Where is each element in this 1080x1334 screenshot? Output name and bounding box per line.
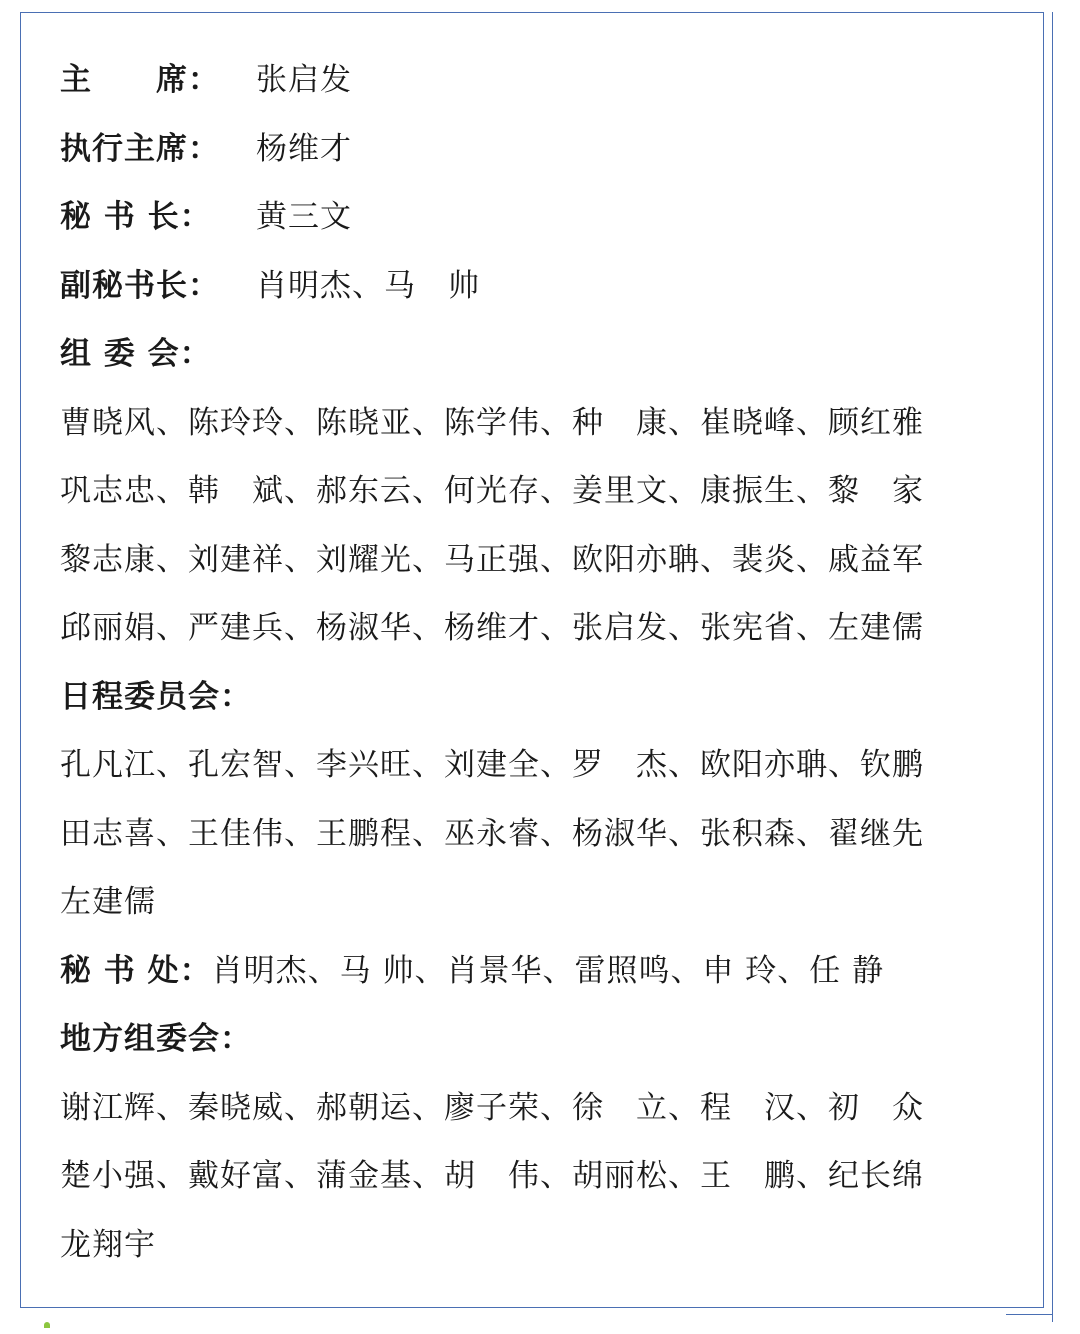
names-line: 黎志康、刘建祥、刘耀光、马正强、欧阳亦聃、裴炎、戚益军 (60, 541, 924, 578)
list-item (60, 389, 1020, 458)
secretariat-members: 肖明杰、马 帅、肖景华、雷照鸣、申 玲、任 静 (211, 952, 885, 989)
section-heading: 秘 书 处： (60, 952, 212, 989)
list-item (60, 731, 1020, 800)
role-value: 杨维才 (256, 130, 352, 167)
list-item (60, 1142, 1020, 1211)
role-label: 副秘书长： (60, 267, 220, 304)
frame-shadow-bottom (1006, 1314, 1052, 1315)
names-line: 谢江辉、秦晓威、郝朝运、廖子荣、徐 立、程 汉、初 众 (60, 1089, 924, 1126)
frame-shadow-right (1052, 12, 1053, 1322)
role-secretary-general (60, 183, 1020, 252)
names-line: 邱丽娟、严建兵、杨淑华、杨维才、张启发、张宪省、左建儒 (60, 610, 924, 646)
names-line: 田志喜、王佳伟、王鹏程、巫永睿、杨淑华、张积森、翟继先 (60, 815, 924, 852)
role-deputy-secretary-general (60, 252, 1020, 321)
names-line: 孔凡江、孔宏智、李兴旺、刘建全、罗 杰、欧阳亦聃、钦鹏 (60, 747, 924, 783)
section-heading: 日程委员会： (60, 678, 252, 715)
section-heading: 组 委 会： (60, 336, 212, 372)
role-chair (60, 46, 1020, 115)
list-item (60, 526, 1020, 595)
agenda-committee-heading (60, 663, 1020, 732)
role-label: 执行主席： (60, 130, 220, 167)
list-item (60, 1074, 1020, 1143)
role-value: 黄三文 (256, 199, 352, 235)
list-item (60, 1211, 1020, 1280)
role-label: 秘 书 长： (60, 199, 212, 235)
role-executive-chair (60, 115, 1020, 184)
names-line: 楚小强、戴好富、蒲金基、胡 伟、胡丽松、王 鹏、纪长绵 (60, 1158, 924, 1194)
list-item (60, 800, 1020, 869)
section-heading: 地方组委会： (60, 1021, 252, 1057)
role-value: 张启发 (256, 62, 352, 98)
names-line: 曹晓风、陈玲玲、陈晓亚、陈学伟、种 康、崔晓峰、顾红雅 (60, 404, 924, 441)
names-line: 龙翔宇 (60, 1226, 156, 1263)
local-committee-heading (60, 1005, 1020, 1074)
role-label: 主 席： (60, 62, 220, 98)
secretariat-row (60, 937, 1020, 1006)
names-line: 左建儒 (60, 884, 156, 920)
list-item (60, 594, 1020, 663)
names-line: 巩志忠、韩 斌、郝东云、何光存、姜里文、康振生、黎 家 (60, 473, 924, 509)
organizing-committee-heading (60, 320, 1020, 389)
committee-list (60, 46, 1020, 1279)
role-value: 肖明杰、马 帅 (256, 267, 480, 304)
list-item (60, 457, 1020, 526)
list-item (60, 868, 1020, 937)
corner-mark (44, 1322, 50, 1328)
